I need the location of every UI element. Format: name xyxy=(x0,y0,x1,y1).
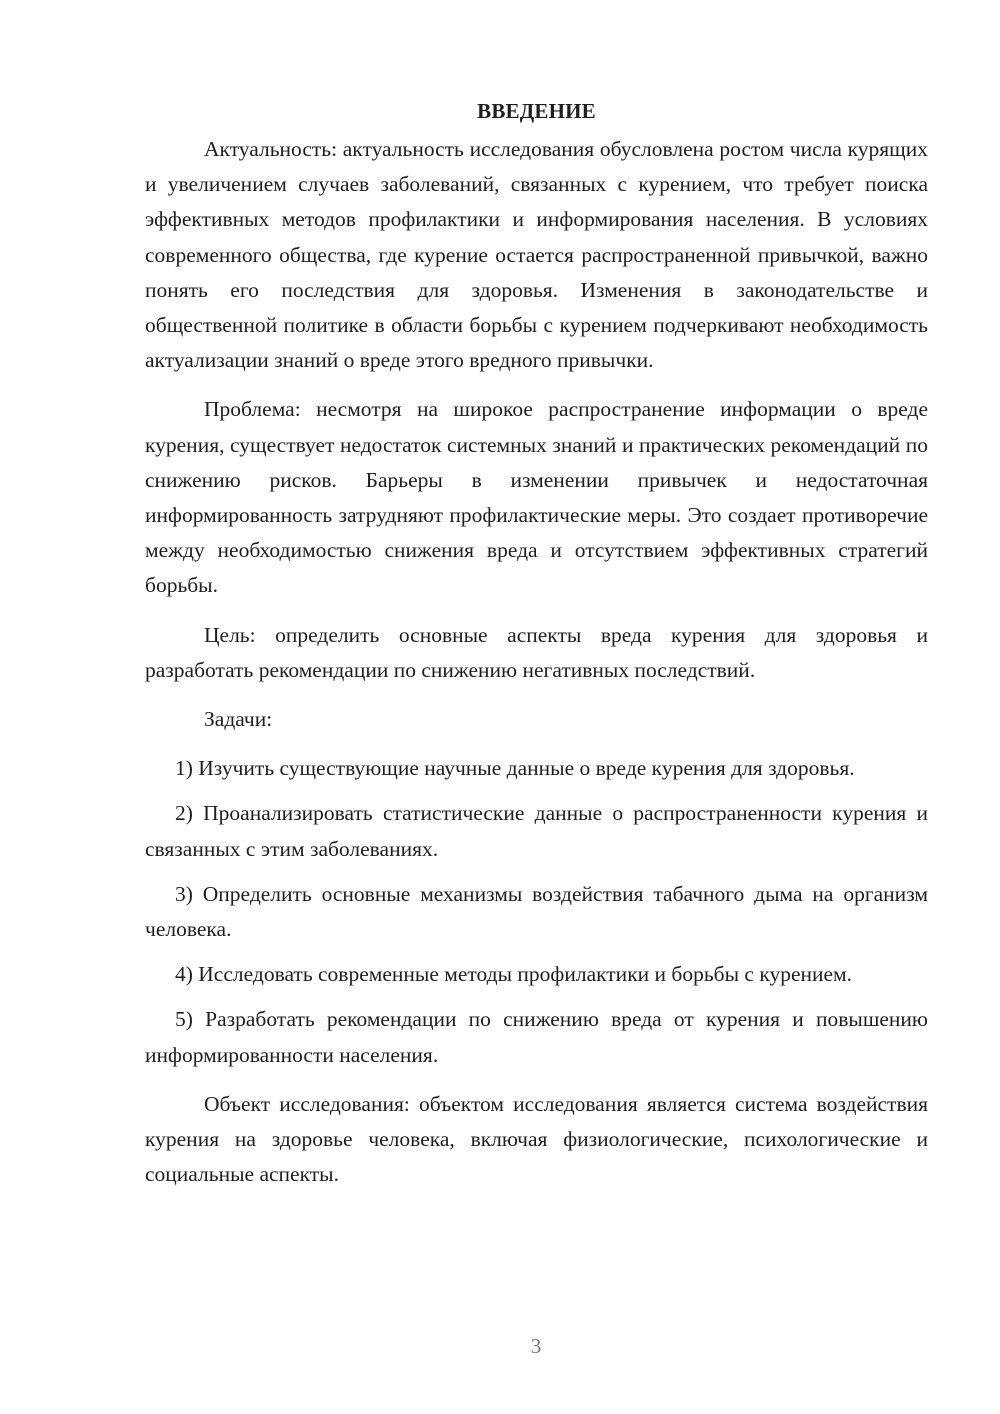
paragraph-goal: Цель: определить основные аспекты вреда курения для здоровья и разработать рекомендации по снижению негативных последствий. xyxy=(145,622,928,682)
list-item: 2) Проанализировать статистические данные о распространенности курения и связанных с этим заболеваниях. xyxy=(145,801,928,861)
paragraph-problem: Проблема: несмотря на широкое распространение информации о вреде курения, существует недостаток системных знаний и практических рекомендаций по снижению рисков. Барьеры в изменении привычек и недостаточная информированность затрудняют профилактические меры. Это создает противоречие между необходимостью снижения вреда и отсутствием эффективных стратегий борьбы. xyxy=(145,397,928,598)
document-page xyxy=(145,96,928,1192)
page-number: 3 xyxy=(530,1334,542,1358)
section-title: ВВЕДЕНИЕ xyxy=(477,99,596,123)
list-item: 3) Определить основные механизмы воздействия табачного дыма на организм человека. xyxy=(145,881,928,942)
list-item: 4) Исследовать современные методы профилактики и борьбы с курением. xyxy=(175,962,853,987)
tasks-list xyxy=(145,751,928,1073)
paragraph-object: Объект исследования: объектом исследования является система воздействия курения на здоровье человека, включая физиологические, психологические и социальные аспекты. xyxy=(145,1091,928,1187)
paragraph-relevance: Актуальность: актуальность исследования обусловлена ростом числа курящих и увеличением случаев заболеваний, связанных с курением, что требует поиска эффективных методов профилактики и информирования населения. В условиях современного общества, где курение остается распространенной привычкой, важно понять его последствия для здоровья. Изменения в законодательстве и общественной политике в области борьбы с курением подчеркивают необходимость актуализации знаний о вреде этого вредного привычки. xyxy=(145,137,928,373)
list-item: 1) Изучить существующие научные данные о вреде курения для здоровья. xyxy=(175,756,855,781)
list-item: 5) Разработать рекомендации по снижению вреда от курения и повышению информированности населения. xyxy=(145,1007,928,1067)
tasks-heading: Задачи: xyxy=(204,707,273,732)
